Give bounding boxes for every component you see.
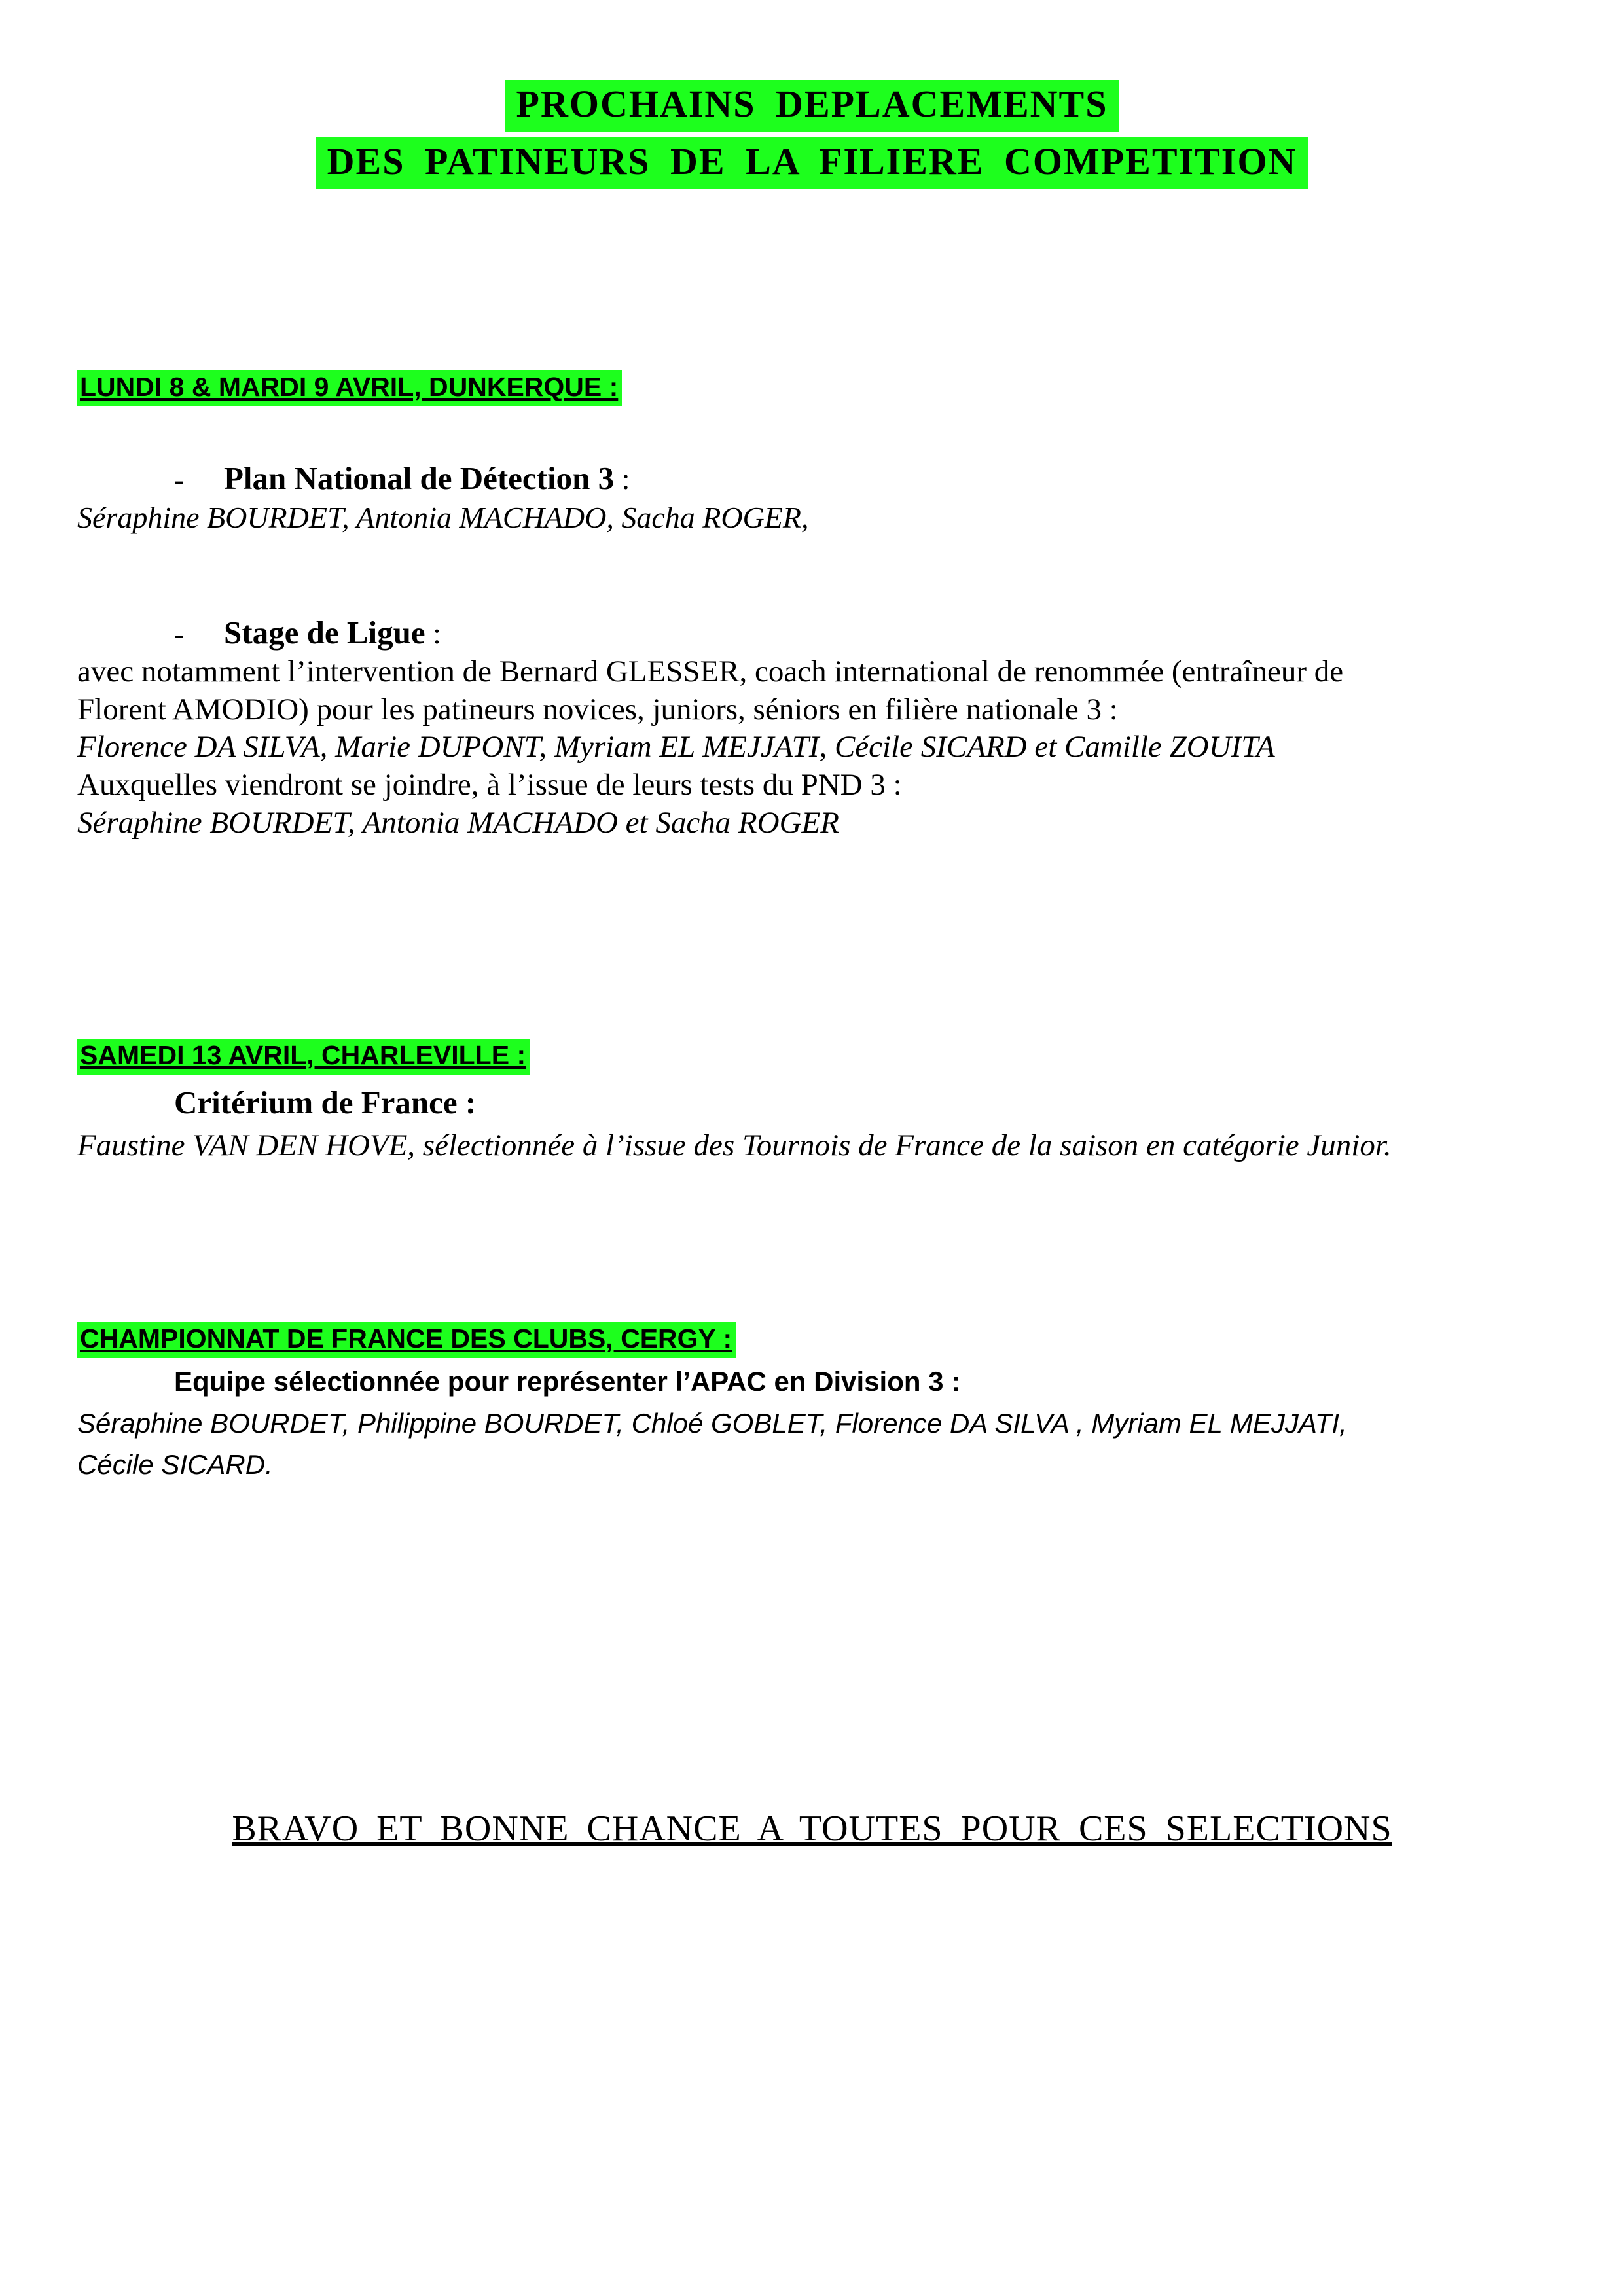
- title-line-1: [0, 82, 1624, 125]
- title-line-2-text: DES PATINEURS DE LA FILIERE COMPETITION: [316, 137, 1309, 189]
- equipe-names-line-1: Séraphine BOURDET, Philippine BOURDET, Chloé GOBLET, Florence DA SILVA , Myriam EL MEJJATI,: [77, 1408, 1347, 1439]
- bullet-dash: -: [174, 617, 185, 651]
- names-plan-national: Séraphine BOURDET, Antonia MACHADO, Sacha ROGER,: [77, 501, 809, 534]
- title-line-2: [0, 140, 1624, 183]
- title-line-1-text: PROCHAINS DEPLACEMENTS: [505, 80, 1120, 132]
- item-plan-national-label: Plan National de Détection 3: [224, 460, 615, 496]
- stage-text-line-1: avec notamment l’intervention de Bernard GLESSER, coach international de renommée (entraîneur de: [77, 655, 1344, 689]
- item-plan-national: [224, 462, 630, 494]
- criterium-label: Critérium de France :: [174, 1085, 477, 1121]
- closing-message: BRAVO ET BONNE CHANCE A TOUTES POUR CES SELECTIONS: [232, 1808, 1392, 1849]
- stage-names-line-1: Florence DA SILVA, Marie DUPONT, Myriam EL MEJJATI, Cécile SICARD et Camille ZOUITA: [77, 730, 1275, 764]
- section-heading-charleville: SAMEDI 13 AVRIL, CHARLEVILLE :: [77, 1039, 530, 1075]
- equipe-label: Equipe sélectionnée pour représenter l’APAC en Division 3 :: [174, 1366, 961, 1397]
- item-stage-de-ligue-suffix: :: [425, 617, 441, 650]
- criterium-text: Faustine VAN DEN HOVE, sélectionnée à l’issue des Tournois de France de la saison en catégorie Junior.: [77, 1128, 1392, 1162]
- section-heading-cergy: CHAMPIONNAT DE FRANCE DES CLUBS, CERGY :: [77, 1322, 736, 1358]
- equipe-names-line-2: Cécile SICARD.: [77, 1449, 273, 1480]
- stage-text-line-2: Florent AMODIO) pour les patineurs novices, juniors, séniors en filière nationale 3 :: [77, 692, 1118, 726]
- section-heading-dunkerque: LUNDI 8 & MARDI 9 AVRIL, DUNKERQUE :: [77, 370, 622, 406]
- stage-names-line-2: Séraphine BOURDET, Antonia MACHADO et Sacha ROGER: [77, 806, 839, 840]
- stage-text-line-3: Auxquelles viendront se joindre, à l’issue de leurs tests du PND 3 :: [77, 768, 902, 802]
- item-plan-national-suffix: :: [614, 462, 630, 495]
- bullet-dash: -: [174, 463, 185, 496]
- item-stage-de-ligue-label: Stage de Ligue: [224, 615, 425, 651]
- item-stage-de-ligue: [224, 617, 441, 649]
